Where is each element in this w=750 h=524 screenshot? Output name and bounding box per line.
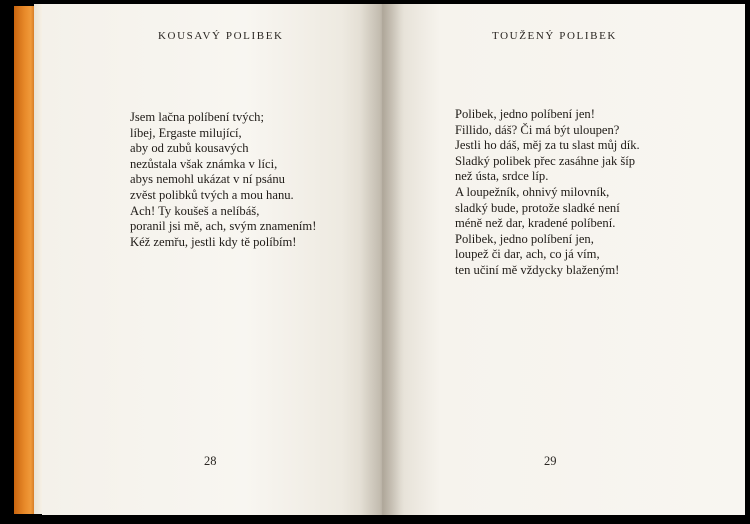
poem-line: líbej, Ergaste milující,	[130, 125, 242, 140]
poem-line: Sladký polibek přec zasáhne jak šíp	[455, 153, 636, 168]
poem-line: sladký bude, protože sladké není	[455, 200, 620, 215]
poem-line: Jsem lačna políbení tvých;	[130, 110, 264, 124]
right-poem	[455, 107, 640, 279]
poem-line: ten učiní mě vždycky blaženým!	[455, 262, 620, 277]
poem-line: Ach! Ty koušeš a nelíbáš,	[130, 203, 260, 218]
poem-line: A loupežník, ohnivý milovník,	[455, 184, 610, 199]
poem-line: Kéž zemřu, jestli kdy tě políbím!	[130, 234, 297, 249]
poem-line: abys nemohl ukázat v ní psánu	[130, 172, 285, 187]
poem-line: loupež či dar, ach, co já vím,	[455, 247, 600, 262]
poem-line: než ústa, srdce líp.	[455, 169, 549, 184]
poem-line: Polibek, jedno políbení jen!	[455, 107, 595, 121]
book-gutter	[360, 4, 404, 515]
left-page-number: 28	[204, 454, 217, 468]
poem-line: Polibek, jedno políbení jen,	[455, 231, 594, 246]
left-poem	[130, 110, 316, 250]
poem-line: aby od zubů kousavých	[130, 141, 249, 156]
poem-line: nezůstala však známka v líci,	[130, 156, 278, 171]
poem-line: Jestli ho dáš, měj za tu slast můj dík.	[455, 138, 640, 153]
left-page	[42, 4, 382, 515]
left-running-head: KOUSAVÝ POLIBEK	[158, 30, 284, 42]
poem-line: poranil jsi mě, ach, svým znamením!	[130, 219, 317, 234]
poem-line: zvěst polibků tvých a mou hanu.	[130, 187, 294, 202]
right-running-head: TOUŽENÝ POLIBEK	[492, 30, 617, 42]
right-page-number: 29	[544, 454, 557, 468]
poem-line: méně než dar, kradené políbení.	[455, 216, 616, 231]
poem-line: Fillido, dáš? Či má být uloupen?	[455, 122, 620, 137]
